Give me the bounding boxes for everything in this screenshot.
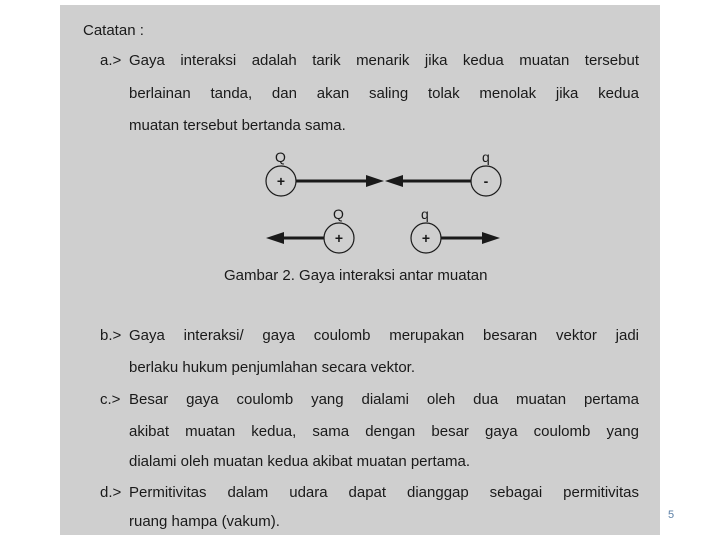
charge-label-q: q	[421, 206, 429, 222]
charge-sign-plus: +	[276, 173, 286, 189]
item-marker: b.>	[100, 327, 122, 344]
charge-label-q: q	[482, 149, 490, 165]
charge-sign-minus: -	[483, 173, 489, 189]
item-line: ruang hampa (vakum).	[129, 513, 280, 530]
force-arrow-head	[366, 175, 384, 187]
item-line: akibat muatan kedua, sama dengan besar gaya coulomb yang	[129, 423, 639, 440]
item-marker: d.>	[100, 484, 122, 501]
notes-title: Catatan :	[83, 22, 144, 39]
item-line: dialami oleh muatan kedua akibat muatan pertama.	[129, 453, 471, 470]
charge-label-Q: Q	[333, 206, 344, 222]
item-line: muatan tersebut bertanda sama.	[129, 117, 346, 134]
charge-sign-plus: +	[334, 230, 344, 246]
item-line: berlainan tanda, dan akan saling tolak menolak jika kedua	[129, 85, 639, 102]
item-line: Besar gaya coulomb yang dialami oleh dua muatan pertama	[129, 391, 639, 408]
item-line: Gaya interaksi adalah tarik menarik jika kedua muatan tersebut	[129, 52, 639, 69]
slide-number: 5	[668, 509, 675, 521]
force-arrow-head	[385, 175, 403, 187]
charge-label-Q: Q	[275, 149, 286, 165]
item-line: Gaya interaksi/ gaya coulomb merupakan besaran vektor jadi	[129, 327, 639, 344]
item-line: berlaku hukum penjumlahan secara vektor.	[129, 359, 415, 376]
force-arrow-head	[482, 232, 500, 244]
item-line: Permitivitas dalam udara dapat dianggap sebagai permitivitas	[129, 484, 639, 501]
force-arrow-head	[266, 232, 284, 244]
figure-caption: Gambar 2. Gaya interaksi antar muatan	[224, 267, 488, 284]
item-marker: a.>	[100, 52, 122, 69]
item-marker: c.>	[100, 391, 121, 408]
charge-sign-plus: +	[421, 230, 431, 246]
